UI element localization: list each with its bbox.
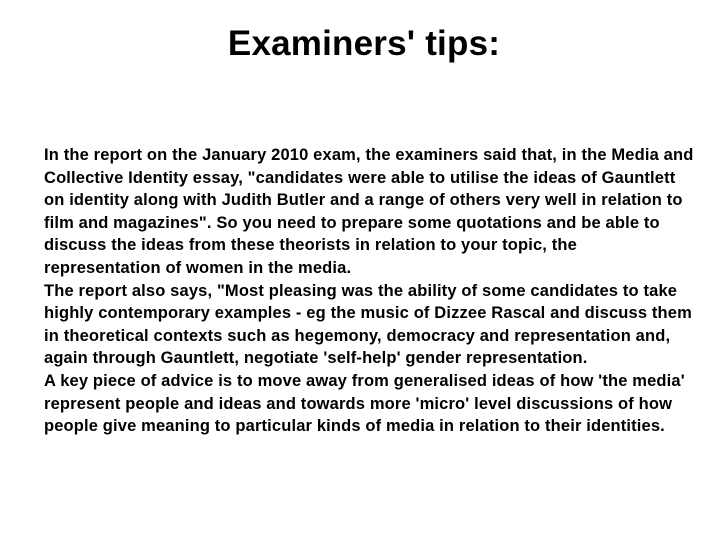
paragraph-contemporary-examples: The report also says, "Most pleasing was the ability of some candidates to take highly contemporary examples - eg the music of Dizzee Rascal and discuss them in theoretical contexts such as hegemony, democracy and representation and, again through Gauntlett, negotiate 'self-help' gender representation. (44, 281, 692, 368)
paragraph-key-advice: A key piece of advice is to move away from generalised ideas of how 'the media' represent people and ideas and towards more 'micro' level discussions of how people give meaning to particular kinds of media in relation to their identities. (44, 371, 685, 436)
slide-body (44, 144, 694, 438)
paragraph-examiners-report: In the report on the January 2010 exam, the examiners said that, in the Media and Collective Identity essay, "candidates were able to utilise the ideas of Gauntlett on identity along with Judith Butler and a range of others very well in relation to film and magazines". So you need to prepare some quotations and be able to discuss the ideas from these theorists in relation to your topic, the representation of women in the media. (44, 146, 694, 277)
slide-title: Examiners' tips: (227, 24, 501, 63)
